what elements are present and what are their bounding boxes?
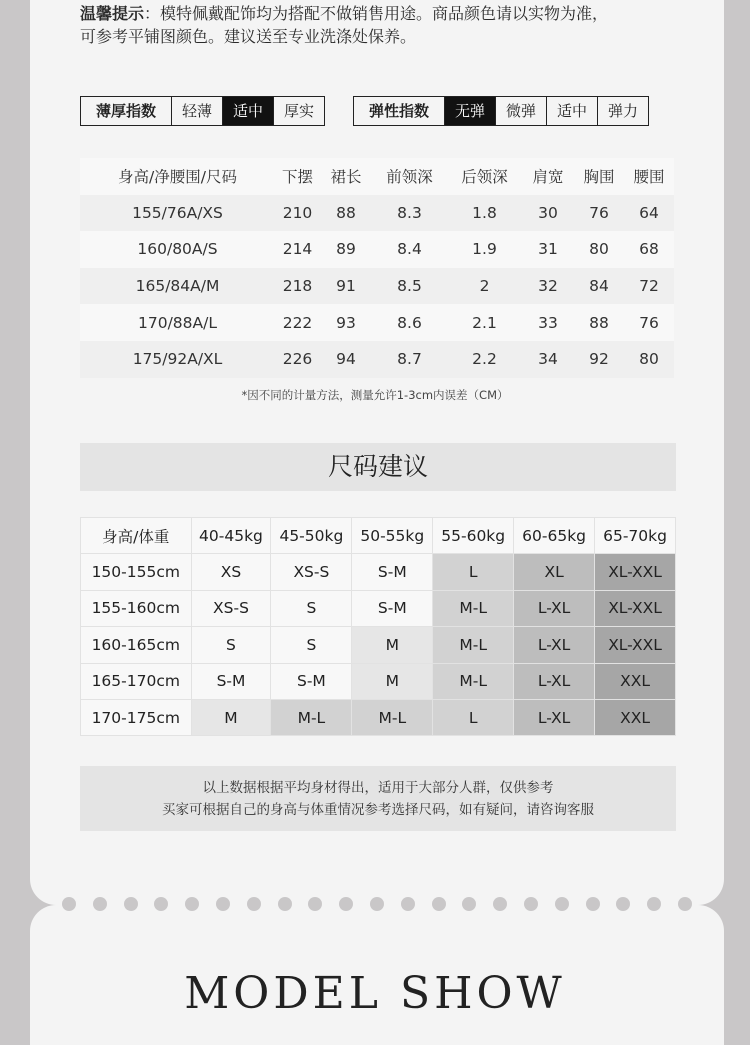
size-table-cell: 31 bbox=[522, 231, 574, 268]
height-range-cell: 170-175cm bbox=[81, 699, 192, 735]
size-table-cell: 89 bbox=[320, 231, 372, 268]
divider-dot bbox=[185, 897, 199, 911]
divider-dot bbox=[124, 897, 138, 911]
size-suggest-cell: S bbox=[271, 627, 352, 663]
size-table-cell: 88 bbox=[320, 195, 372, 232]
thickness-title: 薄厚指数 bbox=[95, 102, 156, 120]
height-range-cell: 150-155cm bbox=[81, 554, 192, 590]
size-table-header-cell: 裙长 bbox=[320, 158, 372, 195]
size-table-cell: 34 bbox=[522, 341, 574, 378]
elasticity-option: 适中 bbox=[546, 97, 597, 125]
size-suggest-cell: L-XL bbox=[514, 627, 595, 663]
footer-note bbox=[80, 766, 676, 831]
divider-dot bbox=[647, 897, 661, 911]
size-suggest-header-cell: 50-55kg bbox=[352, 518, 433, 554]
divider-dot bbox=[586, 897, 600, 911]
size-table bbox=[80, 158, 674, 378]
size-suggest-cell: XL-XXL bbox=[595, 627, 676, 663]
table-row bbox=[80, 268, 674, 305]
size-table-header-cell: 肩宽 bbox=[522, 158, 574, 195]
size-table-cell: 2.1 bbox=[447, 304, 522, 341]
notice-text bbox=[80, 2, 680, 48]
size-suggest-cell: XXL bbox=[595, 663, 676, 699]
elasticity-title: 弹性指数 bbox=[368, 102, 429, 120]
size-suggest-header bbox=[81, 518, 676, 554]
size-suggest-cell: S-M bbox=[352, 554, 433, 590]
height-range-cell: 165-170cm bbox=[81, 663, 192, 699]
size-suggest-cell: M-L bbox=[352, 699, 433, 735]
size-table-cell: 1.8 bbox=[447, 195, 522, 232]
size-table-cell: 175/92A/XL bbox=[80, 341, 275, 378]
size-table-cell: 76 bbox=[574, 195, 624, 232]
size-table-cell: 218 bbox=[275, 268, 320, 305]
table-row bbox=[81, 590, 676, 626]
size-table-cell: 170/88A/L bbox=[80, 304, 275, 341]
height-range-cell: 160-165cm bbox=[81, 627, 192, 663]
size-table-cell: 160/80A/S bbox=[80, 231, 275, 268]
size-suggest-header-cell: 40-45kg bbox=[191, 518, 271, 554]
size-table-header-cell: 腰围 bbox=[624, 158, 674, 195]
divider-dot bbox=[339, 897, 353, 911]
size-table-cell: 1.9 bbox=[447, 231, 522, 268]
table-row bbox=[80, 304, 674, 341]
divider-dot bbox=[308, 897, 322, 911]
size-suggest-cell: XXL bbox=[595, 699, 676, 735]
size-table-cell: 8.4 bbox=[372, 231, 447, 268]
size-suggest-cell: L-XL bbox=[514, 590, 595, 626]
size-table-cell: 8.3 bbox=[372, 195, 447, 232]
size-suggest-cell: S bbox=[271, 590, 352, 626]
divider-dot bbox=[432, 897, 446, 911]
table-row bbox=[81, 554, 676, 590]
size-table-cell: 2 bbox=[447, 268, 522, 305]
size-table-cell: 93 bbox=[320, 304, 372, 341]
divider-dot bbox=[462, 897, 476, 911]
divider-dot bbox=[678, 897, 692, 911]
table-row bbox=[80, 195, 674, 232]
size-suggest-cell: L bbox=[433, 554, 514, 590]
size-table-cell: 94 bbox=[320, 341, 372, 378]
size-suggest-cell: M bbox=[191, 699, 271, 735]
measurement-note: *因不同的计量方法，测量允许1-3cm内误差（CM） bbox=[241, 388, 509, 402]
size-suggest-cell: M-L bbox=[433, 627, 514, 663]
thickness-option: 厚实 bbox=[273, 97, 324, 125]
divider-dot bbox=[93, 897, 107, 911]
size-table-cell: 91 bbox=[320, 268, 372, 305]
divider-dot bbox=[493, 897, 507, 911]
divider-dot bbox=[278, 897, 292, 911]
table-row bbox=[81, 627, 676, 663]
elasticity-option: 弹力 bbox=[597, 97, 648, 125]
elasticity-option: 无弹 bbox=[444, 97, 495, 125]
size-suggest-cell: S-M bbox=[352, 590, 433, 626]
size-table-cell: 76 bbox=[624, 304, 674, 341]
size-table-cell: 72 bbox=[624, 268, 674, 305]
size-suggest-cell: M bbox=[352, 663, 433, 699]
size-table-cell: 8.5 bbox=[372, 268, 447, 305]
divider-dot bbox=[62, 897, 76, 911]
size-table-header-cell: 后领深 bbox=[447, 158, 522, 195]
elasticity-index bbox=[353, 96, 649, 126]
size-suggest-cell: L bbox=[433, 699, 514, 735]
size-suggest-cell: XS bbox=[191, 554, 271, 590]
footer-line1: 以上数据根据平均身材得出，适用于大部分人群，仅供参考 bbox=[202, 780, 554, 796]
size-table-cell: 2.2 bbox=[447, 341, 522, 378]
size-suggest-header-cell: 身高/体重 bbox=[81, 518, 192, 554]
size-suggest-cell: XL-XXL bbox=[595, 554, 676, 590]
size-suggest-cell: XL-XXL bbox=[595, 590, 676, 626]
divider-dot bbox=[370, 897, 384, 911]
size-table-cell: 226 bbox=[275, 341, 320, 378]
size-suggest-cell: S-M bbox=[191, 663, 271, 699]
table-row bbox=[81, 699, 676, 735]
notice-label: 温馨提示 bbox=[80, 4, 145, 23]
thickness-option: 适中 bbox=[222, 97, 273, 125]
footer-line2: 买家可根据自己的身高与体重情况参考选择尺码，如有疑问，请咨询客服 bbox=[162, 802, 594, 818]
size-table-cell: 68 bbox=[624, 231, 674, 268]
size-table-cell: 92 bbox=[574, 341, 624, 378]
size-table-cell: 30 bbox=[522, 195, 574, 232]
size-table-cell: 8.6 bbox=[372, 304, 447, 341]
size-table-cell: 33 bbox=[522, 304, 574, 341]
thickness-index bbox=[80, 96, 325, 126]
size-suggest-table bbox=[80, 517, 676, 736]
size-suggest-cell: L-XL bbox=[514, 663, 595, 699]
size-table-cell: 155/76A/XS bbox=[80, 195, 275, 232]
divider-dot bbox=[555, 897, 569, 911]
height-range-cell: 155-160cm bbox=[81, 590, 192, 626]
size-table-cell: 210 bbox=[275, 195, 320, 232]
size-table-cell: 88 bbox=[574, 304, 624, 341]
size-table-cell: 214 bbox=[275, 231, 320, 268]
table-row bbox=[80, 341, 674, 378]
size-suggest-cell: M-L bbox=[271, 699, 352, 735]
size-table-header-cell: 前领深 bbox=[372, 158, 447, 195]
divider-dot bbox=[247, 897, 261, 911]
divider-dot bbox=[216, 897, 230, 911]
elasticity-option: 微弹 bbox=[495, 97, 546, 125]
notice-line2: 可参考平铺图颜色。建议送至专业洗涤处保养。 bbox=[80, 27, 417, 46]
model-show-heading: MODEL SHOW bbox=[184, 968, 566, 1019]
thickness-option: 轻薄 bbox=[171, 97, 222, 125]
size-table-cell: 222 bbox=[275, 304, 320, 341]
size-suggest-header-cell: 60-65kg bbox=[514, 518, 595, 554]
size-suggest-cell: L-XL bbox=[514, 699, 595, 735]
size-table-cell: 84 bbox=[574, 268, 624, 305]
size-suggest-header-cell: 45-50kg bbox=[271, 518, 352, 554]
divider-dot bbox=[524, 897, 538, 911]
divider-dot bbox=[154, 897, 168, 911]
size-table-header bbox=[80, 158, 674, 195]
size-table-cell: 80 bbox=[574, 231, 624, 268]
size-table-cell: 64 bbox=[624, 195, 674, 232]
size-suggest-cell: M bbox=[352, 627, 433, 663]
size-suggest-cell: M-L bbox=[433, 590, 514, 626]
size-suggest-cell: S bbox=[191, 627, 271, 663]
divider-dot bbox=[401, 897, 415, 911]
size-suggest-cell: XS-S bbox=[191, 590, 271, 626]
notice-line1: ：模特佩戴配饰均为搭配不做销售用途。商品颜色请以实物为准， bbox=[144, 4, 609, 23]
size-table-cell: 165/84A/M bbox=[80, 268, 275, 305]
size-table-header-cell: 下摆 bbox=[275, 158, 320, 195]
divider-dot bbox=[616, 897, 630, 911]
table-row bbox=[80, 231, 674, 268]
size-suggest-cell: XS-S bbox=[271, 554, 352, 590]
size-suggest-header-cell: 55-60kg bbox=[433, 518, 514, 554]
size-table-cell: 8.7 bbox=[372, 341, 447, 378]
size-table-header-cell: 胸围 bbox=[574, 158, 624, 195]
size-table-header-cell: 身高/净腰围/尺码 bbox=[80, 158, 275, 195]
dot-divider bbox=[62, 897, 692, 915]
table-row bbox=[81, 663, 676, 699]
size-suggest-cell: XL bbox=[514, 554, 595, 590]
size-table-cell: 80 bbox=[624, 341, 674, 378]
size-suggest-header-cell: 65-70kg bbox=[595, 518, 676, 554]
size-suggest-cell: M-L bbox=[433, 663, 514, 699]
size-suggest-title: 尺码建议 bbox=[80, 443, 676, 491]
size-table-cell: 32 bbox=[522, 268, 574, 305]
size-suggest-cell: S-M bbox=[271, 663, 352, 699]
